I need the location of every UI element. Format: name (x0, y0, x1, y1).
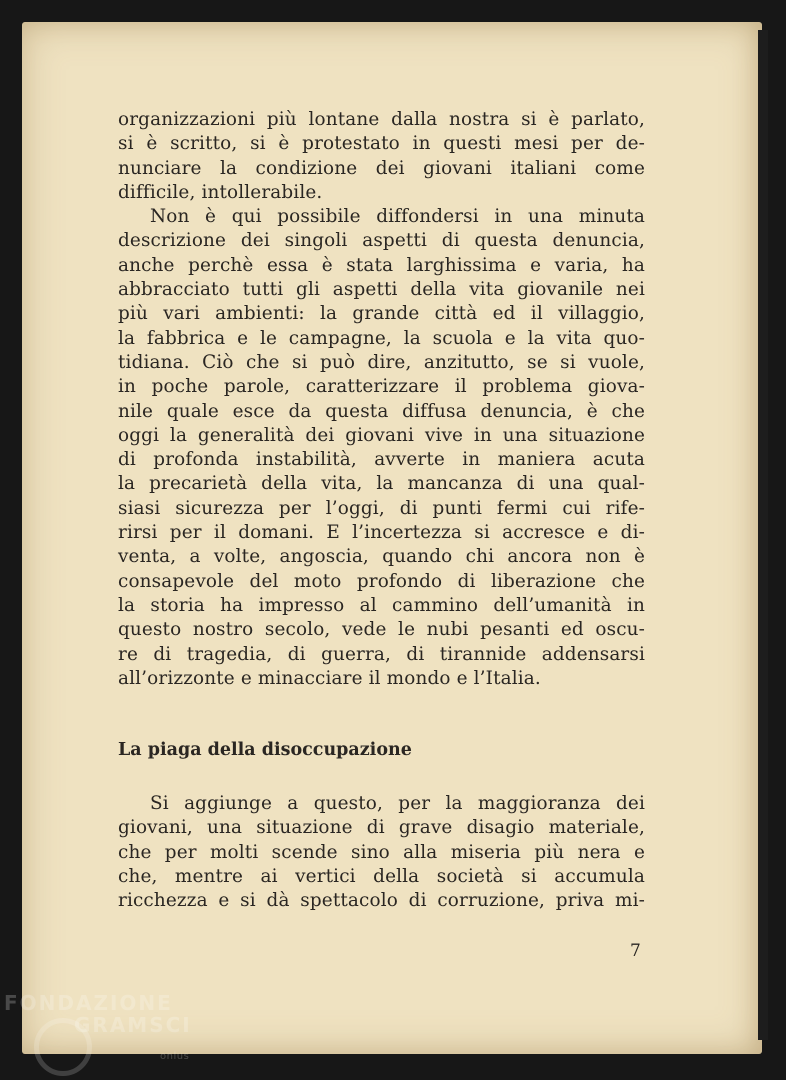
text-line: consapevole del moto profondo di liberazione che (118, 570, 645, 592)
text-line: organizzazioni più lontane dalla nostra si è parlato, (118, 109, 645, 130)
text-line: rirsi per il domani. E l’incertezza si accresce e di- (118, 522, 645, 544)
text-line: giovani, una situazione di grave disagio materiale, (118, 817, 645, 839)
watermark-tag: onlus (160, 1051, 190, 1062)
text-line: che, mentre ai vertici della società si accumula (118, 865, 645, 887)
text-line: che per molti scende sino alla miseria più nera e (118, 841, 645, 863)
body-text-lower (118, 792, 645, 913)
page-edge-shadow (758, 30, 768, 1040)
watermark-line-2: GRAMSCI (74, 1013, 192, 1037)
page-number: 7 (630, 941, 641, 961)
text-line: Si aggiunge a questo, per la maggioranza dei (150, 793, 645, 814)
text-line: difficile, intollerabile. (118, 181, 323, 203)
watermark-line-1: FONDAZIONE (4, 991, 173, 1015)
text-line: re di tragedia, di guerra, di tirannide addensarsi (118, 643, 645, 665)
text-line: più vari ambienti: la grande città ed il villaggio, (118, 303, 645, 325)
text-line: Non è qui possibile diffondersi in una minuta (150, 206, 645, 228)
text-line: descrizione dei singoli aspetti di questa denuncia, (118, 230, 645, 252)
text-line: la fabbrica e le campagne, la scuola e la vita quo- (118, 327, 645, 349)
text-line: in poche parole, caratterizzare il problema giova- (118, 376, 645, 398)
text-line: tidiana. Ciò che si può dire, anzitutto, se si vuole, (118, 351, 645, 373)
text-line: la storia ha impresso al cammino dell’umanità in (118, 594, 645, 616)
text-line: all’orizzonte e minacciare il mondo e l’Italia. (118, 667, 541, 689)
text-line: ricchezza e si dà spettacolo di corruzione, priva mi- (118, 890, 645, 912)
watermark (4, 991, 192, 1062)
text-line: anche perchè essa è stata larghissima e varia, ha (118, 254, 645, 276)
text-line: la precarietà della vita, la mancanza di una qual- (118, 473, 645, 495)
text-line: nile quale esce da questa diffusa denuncia, è che (118, 400, 645, 422)
text-line: nunciare la condizione dei giovani italiani come (118, 157, 645, 179)
text-line: oggi la generalità dei giovani vive in una situazione (118, 424, 645, 446)
text-line: si è scritto, si è protestato in questi mesi per de- (118, 133, 645, 155)
text-line: siasi sicurezza per l’oggi, di punti fermi cui rife- (118, 497, 645, 519)
text-line: abbracciato tutti gli aspetti della vita giovanile nei (118, 279, 645, 301)
text-line: di profonda instabilità, avverte in maniera acuta (118, 449, 645, 471)
text-line: venta, a volte, angoscia, quando chi ancora non è (118, 546, 645, 568)
section-heading: La piaga della disoccupazione (118, 740, 412, 760)
body-text-upper (118, 108, 645, 691)
text-line: questo nostro secolo, vede le nubi pesanti ed oscu- (118, 619, 645, 641)
